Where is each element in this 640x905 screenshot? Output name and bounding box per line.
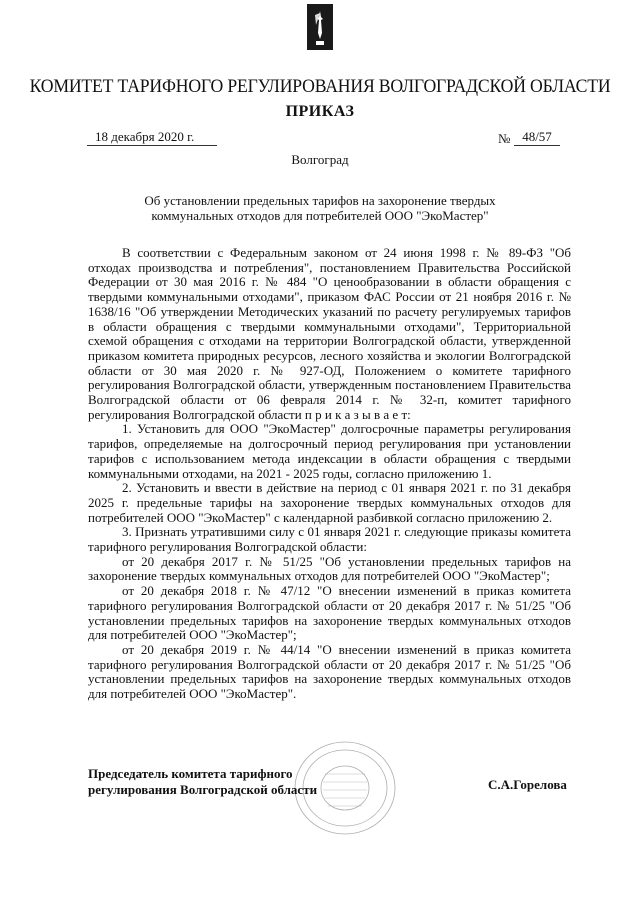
preamble-paragraph: В соответствии с Федеральным законом от 24 июня 1998 г. № 89-ФЗ "Об отходах производства и потребления", постановлением Правительства Российской Федерации от 30 мая 2016 г. № 484 "О ценообразовании в области обращения с твердыми коммунальными отходами", приказом ФАС России от 21 ноября 2016 г. № 1638/16 "Об утверждении Методических указаний по расчету регулируемых тарифов в области обращения с твердыми коммунальными отходами", Территориальной схемой обращения с отходами на территории Волгоградской области, утвержденной приказом комитета природных ресурсов, лесного хозяйства и экологии Волгоградской области от 30 мая 2020 г. № 927-ОД, Положением о комитете тарифного регулирования Волгоградской области, утвержденным постановлением Правительства Волгоградской области от 06 февраля 2014 г. № 32-п, комитет тарифного регулирования Волгоградской области п р и к а з ы в а е т: — [88, 245, 571, 422]
org-name: КОМИТЕТ ТАРИФНОГО РЕГУЛИРОВАНИЯ ВОЛГОГРАДСКОЙ ОБЛАСТИ — [29, 76, 611, 97]
repealed-order-1: от 20 декабря 2017 г. № 51/25 "Об установлении предельных тарифов на захоронение твердых коммунальных отходов для потребителей ООО "ЭкоМастер"; — [88, 553, 571, 584]
number-label: № — [498, 131, 511, 146]
signatory-title-line2: регулирования Волгоградской области — [88, 782, 318, 797]
clause-1: 1. Установить для ООО "ЭкоМастер" долгосрочные параметры регулирования тарифов, определяемые на долгосрочный период регулирования при установлении тарифов с использованием метода индексации в области обращения с твердыми коммунальными отходами, на 2021 - 2025 годы, согласно приложению 1. — [88, 421, 571, 481]
order-number: 48/57 — [514, 129, 560, 146]
repealed-order-2: от 20 декабря 2018 г. № 47/12 "О внесении изменений в приказ комитета тарифного регулирования Волгоградской области от 20 декабря 2017 г. № 51/25 "Об установлении предельных тарифов на захоронение твердых коммунальных отходов для потребителей ООО "ЭкоМастер"; — [88, 583, 571, 643]
order-date: 18 декабря 2020 г. — [87, 129, 217, 146]
order-body — [88, 246, 571, 702]
repealed-order-3: от 20 декабря 2019 г. № 44/14 "О внесении изменений в приказ комитета тарифного регулирования Волгоградской области от 20 декабря 2017 г. № 51/25 "Об установлении предельных тарифов на захоронение твердых коммунальных отходов для потребителей ООО "ЭкоМастер". — [88, 641, 571, 702]
signatory-title-line1: Председатель комитета тарифного — [88, 766, 293, 781]
city: Волгоград — [291, 152, 349, 167]
signatory-name: С.А.Горелова — [488, 777, 567, 792]
order-subject: Об установлении предельных тарифов на захоронение твердых коммунальных отходов для потребителей ООО "ЭкоМастер" — [144, 193, 496, 223]
clause-2: 2. Установить и ввести в действие на период с 01 января 2021 г. по 31 декабря 2025 г. предельные тарифы на захоронение твердых коммунальных отходов для потребителей ООО "ЭкоМастер" с календарной разбивкой согласно приложению 2. — [88, 480, 571, 525]
signatory-title — [88, 766, 317, 798]
emblem-icon — [306, 3, 334, 51]
clause-3: 3. Признать утратившими силу с 01 января 2021 г. следующие приказы комитета тарифного регулирования Волгоградской области: — [88, 524, 571, 555]
document-type: ПРИКАЗ — [285, 103, 355, 120]
